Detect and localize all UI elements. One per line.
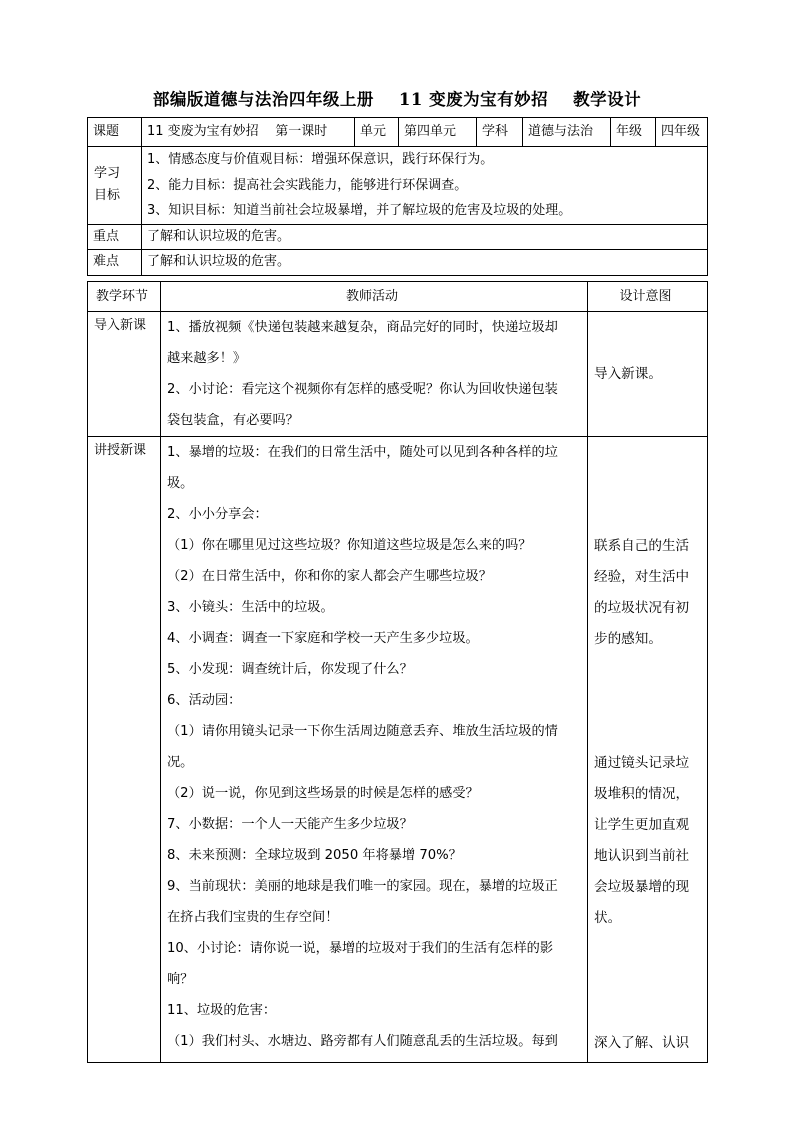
header-teacher-activity: 教师活动: [161, 282, 588, 312]
topic-label: 课题: [88, 118, 142, 147]
difficulty-label: 难点: [88, 249, 142, 275]
unit-value: 第四单元: [399, 118, 477, 147]
activity-line: 6、活动园：: [167, 693, 242, 708]
info-table: [87, 117, 708, 276]
key-label: 重点: [88, 224, 142, 249]
activity-line: 圾。: [167, 476, 194, 491]
activity-line: 况。: [167, 755, 194, 770]
new-lesson-design: [588, 437, 708, 1063]
goals-label: [88, 147, 142, 225]
design-line: 地认识到当前社: [594, 848, 690, 864]
intro-design: [588, 312, 708, 437]
activity-line: 9、当前现状：美丽的地球是我们唯一的家园。现在，暴增的垃圾正: [167, 879, 558, 894]
activity-line: 10、小讨论：请你说一说，暴增的垃圾对于我们的生活有怎样的影: [167, 941, 554, 956]
activity-line: 4、小调查：调查一下家庭和学校一天产生多少垃圾。: [167, 631, 479, 646]
design-line: 状。: [594, 910, 622, 926]
activity-line: 在挤占我们宝贵的生存空间！: [167, 910, 339, 925]
header-design-intent: 设计意图: [588, 282, 708, 312]
activity-line: 2、小小分享会：: [167, 507, 268, 522]
design-group-2: [594, 748, 689, 934]
goal-item: 2、能力目标：提高社会实践能力，能够进行环保调查。: [147, 177, 468, 193]
design-line: 经验，对生活中: [594, 569, 690, 585]
goals-text: [142, 147, 708, 225]
activity-line: 响？: [167, 972, 194, 987]
design-line: 深入了解、认识: [594, 1035, 690, 1051]
stage-new-lesson-label: 讲授新课: [94, 443, 147, 458]
activity-line: 8、未来预测：全球垃圾到 2050 年将暴增 70%？: [167, 848, 462, 863]
activity-line: 2、小讨论：看完这个视频你有怎样的感受呢？你认为回收快递包装: [167, 382, 558, 397]
design-line: 通过镜头记录垃: [594, 755, 690, 771]
activity-line: （1）请你用镜头记录一下你生活周边随意丢弃、堆放生活垃圾的情: [167, 724, 558, 739]
intro-activities: [161, 312, 588, 437]
goals-label-text: 学习目标: [94, 166, 121, 204]
activity-line: 5、小发现：调查统计后，你发现了什么？: [167, 662, 413, 677]
grade-value: 四年级: [656, 118, 708, 147]
lesson-table: [87, 281, 708, 1063]
new-lesson-activities: [161, 437, 588, 1063]
design-group-1: [594, 531, 689, 655]
stage-intro-label: 导入新课: [94, 318, 147, 333]
design-group-3: [594, 1028, 689, 1059]
difficulty-value: 了解和认识垃圾的危害。: [142, 249, 708, 275]
unit-label: 单元: [355, 118, 399, 147]
activity-line: （2）说一说，你见到这些场景的时候是怎样的感受？: [167, 786, 479, 801]
activity-line: 3、小镜头：生活中的垃圾。: [167, 600, 334, 615]
key-value: 了解和认识垃圾的危害。: [142, 224, 708, 249]
goal-item: 3、知识目标：知道当前社会垃圾暴增，并了解垃圾的危害及垃圾的处理。: [147, 203, 572, 218]
activity-line: （1）你在哪里见过这些垃圾？你知道这些垃圾是怎么来的吗？: [167, 538, 532, 553]
design-line: 的垃圾状况有初: [594, 600, 690, 616]
header-stage: 教学环节: [88, 282, 161, 312]
activity-line: （2）在日常生活中，你和你的家人都会产生哪些垃圾？: [167, 569, 492, 584]
subject-value: 道德与法治: [523, 118, 611, 147]
design-line: 联系自己的生活: [594, 538, 690, 554]
topic-value: 11 变废为宝有妙招 第一课时: [142, 118, 355, 147]
activity-line: 越来越多！》: [167, 351, 247, 366]
activity-line: 7、小数据：一个人一天能产生多少垃圾？: [167, 817, 413, 832]
document-title: 部编版道德与法治四年级上册 11 变废为宝有妙招 教学设计: [152, 90, 642, 109]
design-line: 让学生更加直观: [594, 817, 690, 833]
design-line: 步的感知。: [594, 631, 662, 647]
stage-intro: [88, 312, 161, 437]
design-line: 导入新课。: [594, 365, 662, 382]
activity-line: （1）我们村头、水塘边、路旁都有人们随意乱丢的生活垃圾。每到: [167, 1034, 558, 1049]
activity-line: 袋包装盒，有必要吗？: [167, 413, 299, 428]
design-line: 圾堆积的情况，: [594, 786, 690, 802]
activity-line: 1、播放视频《快递包装越来越复杂，商品完好的同时，快递垃圾却: [167, 320, 558, 335]
goal-item: 1、情感态度与价值观目标：增强环保意识，践行环保行为。: [147, 152, 494, 167]
subject-label: 学科: [477, 118, 523, 147]
stage-new-lesson: [88, 437, 161, 1063]
design-line: 会垃圾暴增的现: [594, 879, 690, 895]
activity-line: 11、垃圾的危害：: [167, 1003, 277, 1018]
grade-label: 年级: [611, 118, 656, 147]
activity-line: 1、暴增的垃圾：在我们的日常生活中，随处可以见到各种各样的垃: [167, 445, 558, 460]
